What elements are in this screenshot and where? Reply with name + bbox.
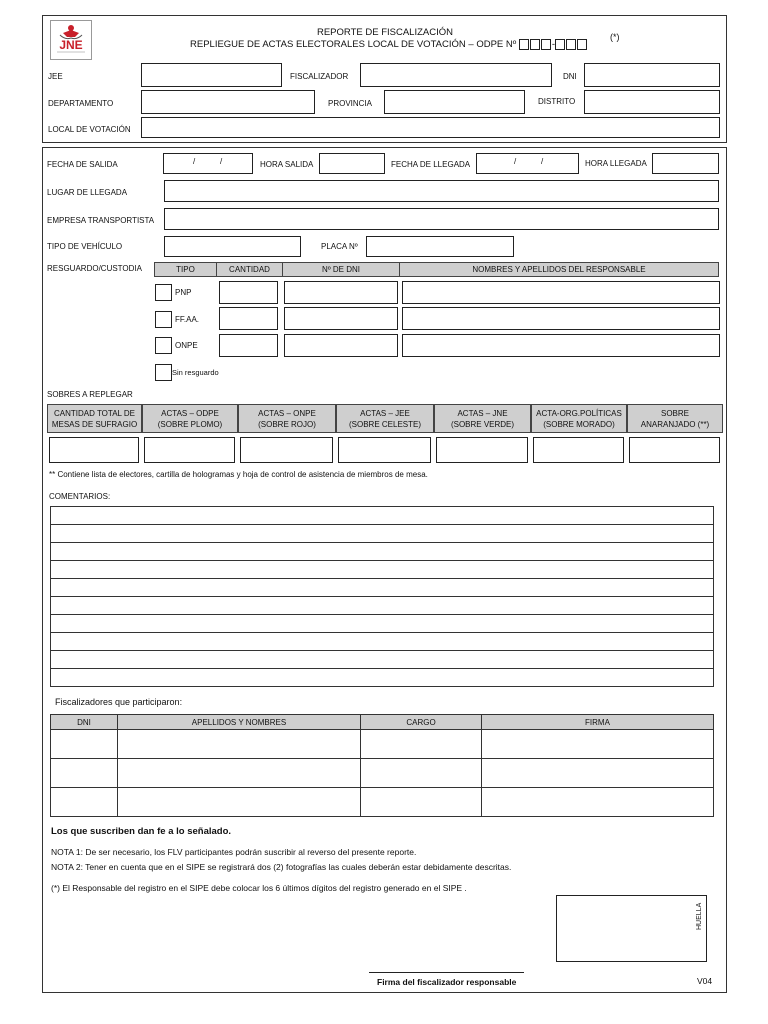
- local-field[interactable]: [141, 117, 720, 138]
- logo-text: JNE: [59, 38, 83, 52]
- comment-line[interactable]: [51, 597, 714, 615]
- sobres-count-field[interactable]: [436, 437, 528, 463]
- sobres-header-cell: [336, 404, 434, 433]
- odpe-dash: -: [551, 39, 556, 51]
- local-label: LOCAL DE VOTACIÓN: [48, 125, 131, 134]
- date-sep: /: [514, 157, 517, 166]
- lugar-llegada-field[interactable]: [164, 180, 719, 202]
- empresa-field[interactable]: [164, 208, 719, 230]
- sobres-header-line2: (SOBRE ROJO): [258, 419, 316, 429]
- departamento-label: DEPARTAMENTO: [48, 99, 114, 108]
- dni-label: DNI: [563, 72, 577, 81]
- sobres-header-cell: [238, 404, 336, 433]
- date-sep: /: [193, 157, 196, 166]
- sobres-header-line2: (SOBRE VERDE): [450, 419, 515, 429]
- fisc-firma-cell[interactable]: [482, 759, 714, 788]
- placa-field[interactable]: [366, 236, 514, 257]
- table-row: [51, 730, 714, 759]
- pnp-dni-field[interactable]: [284, 281, 398, 304]
- provincia-label: PROVINCIA: [328, 99, 373, 108]
- date-sep: /: [220, 157, 223, 166]
- sobres-count-field[interactable]: [629, 437, 720, 463]
- jee-label: JEE: [48, 72, 63, 81]
- fisc-header-cargo: CARGO: [361, 715, 482, 730]
- firma-label: Firma del fiscalizador responsable: [377, 977, 517, 987]
- sobres-count-field[interactable]: [49, 437, 139, 463]
- sobres-header-line1: ACTAS – JEE: [360, 408, 410, 418]
- sobres-header-line1: ACTAS – ONPE: [258, 408, 316, 418]
- resguardo-header-cantidad: CANTIDAD: [216, 262, 283, 277]
- fisc-firma-cell[interactable]: [482, 730, 714, 759]
- table-row: [51, 759, 714, 788]
- sobres-header-line2: (SOBRE CELESTE): [348, 419, 421, 429]
- hora-salida-label: HORA SALIDA: [260, 160, 314, 169]
- comment-line[interactable]: [51, 669, 714, 687]
- ffaa-checkbox[interactable]: [155, 311, 172, 328]
- sin-resguardo-checkbox[interactable]: [155, 364, 172, 381]
- sobres-header-cell: [47, 404, 142, 433]
- sobres-count-field[interactable]: [533, 437, 624, 463]
- resguardo-header-dni: Nº DE DNI: [282, 262, 400, 277]
- comment-line[interactable]: [51, 651, 714, 669]
- sobres-header-line1: ACTAS – JNE: [457, 408, 508, 418]
- hora-salida-field[interactable]: [319, 153, 385, 174]
- nota-3: (*) El Responsable del registro en el SIPE debe colocar los 6 últimos dígitos del registro generado en el SIPE .: [51, 883, 467, 893]
- odpe-digit-group-1[interactable]: [519, 39, 552, 50]
- comentarios-box[interactable]: [50, 506, 714, 687]
- placa-label: PLACA Nº: [321, 242, 358, 251]
- fisc-firma-cell[interactable]: [482, 788, 714, 817]
- lugar-llegada-label: LUGAR DE LLEGADA: [47, 188, 128, 197]
- fiscalizador-label: FISCALIZADOR: [290, 72, 349, 81]
- sobres-label: SOBRES A REPLEGAR: [47, 390, 133, 399]
- sobres-header-line1: SOBRE: [660, 408, 689, 418]
- sobres-count-field[interactable]: [240, 437, 333, 463]
- pnp-cantidad-field[interactable]: [219, 281, 278, 304]
- sobres-header-cell: [627, 404, 723, 433]
- fiscalizadores-label: Fiscalizadores que participaron:: [55, 697, 183, 707]
- sobres-header-line2: (SOBRE MORADO): [543, 419, 615, 429]
- jee-field[interactable]: [141, 63, 282, 87]
- sobres-header-cell: [142, 404, 238, 433]
- nota-1: NOTA 1: De ser necesario, los FLV participantes podrán suscribir al reverso del presente reporte.: [51, 847, 417, 857]
- provincia-field[interactable]: [384, 90, 525, 114]
- firma-line: [369, 972, 524, 973]
- sobres-header-line2: (SOBRE PLOMO): [157, 419, 223, 429]
- onpe-checkbox[interactable]: [155, 337, 172, 354]
- huella-label: HUELLA: [696, 902, 703, 930]
- sobres-count-field[interactable]: [144, 437, 235, 463]
- odpe-digit-group-2[interactable]: [555, 39, 588, 50]
- report-title-text: REPLIEGUE DE ACTAS ELECTORALES LOCAL DE VOTACIÓN – ODPE Nº: [190, 39, 517, 51]
- tipo-vehiculo-label: TIPO DE VEHÍCULO: [47, 242, 123, 251]
- onpe-label: ONPE: [175, 341, 198, 350]
- jne-logo: [50, 20, 92, 60]
- huella-box[interactable]: [556, 895, 707, 962]
- sin-resguardo-label: Sin resguardo: [172, 368, 219, 377]
- fiscalizadores-table: [50, 714, 714, 817]
- ffaa-dni-field[interactable]: [284, 307, 398, 330]
- ffaa-nombres-field[interactable]: [402, 307, 720, 330]
- sobres-count-field[interactable]: [338, 437, 431, 463]
- pnp-nombres-field[interactable]: [402, 281, 720, 304]
- comment-line[interactable]: [51, 615, 714, 633]
- fecha-salida-field[interactable]: [163, 153, 253, 174]
- fisc-dni-cell[interactable]: [51, 788, 118, 817]
- fisc-nombres-cell[interactable]: [118, 730, 361, 759]
- resguardo-label: RESGUARDO/CUSTODIA: [47, 264, 142, 273]
- fisc-dni-cell[interactable]: [51, 730, 118, 759]
- date-sep: /: [541, 157, 544, 166]
- comment-line[interactable]: [51, 525, 714, 543]
- onpe-nombres-field[interactable]: [402, 334, 720, 357]
- fisc-header-nombres: APELLIDOS Y NOMBRES: [118, 715, 361, 730]
- fecha-llegada-field[interactable]: [476, 153, 579, 174]
- sobres-header-line2: MESAS DE SUFRAGIO: [51, 419, 138, 429]
- pnp-checkbox[interactable]: [155, 284, 172, 301]
- tipo-vehiculo-field[interactable]: [164, 236, 301, 257]
- departamento-field[interactable]: [141, 90, 315, 114]
- fisc-cargo-cell[interactable]: [361, 759, 482, 788]
- sobres-header-cell: [531, 404, 627, 433]
- report-title-line1: REPORTE DE FISCALIZACIÓN: [316, 27, 453, 38]
- fisc-header-firma: FIRMA: [482, 715, 714, 730]
- fiscalizador-field[interactable]: [360, 63, 552, 87]
- dan-fe-text: Los que suscriben dan fe a lo señalado.: [51, 826, 232, 837]
- fecha-llegada-label: FECHA DE LLEGADA: [391, 160, 471, 169]
- ffaa-label: FF.AA.: [175, 315, 200, 324]
- nota-2: NOTA 2: Tener en cuenta que en el SIPE se registrará dos (2) fotografías las cuales deberán estar debidamente descritas.: [51, 862, 512, 872]
- comment-line[interactable]: [51, 633, 714, 651]
- fisc-cargo-cell[interactable]: [361, 730, 482, 759]
- title-asterisk: (*): [610, 32, 620, 42]
- comment-line[interactable]: [51, 543, 714, 561]
- onpe-cantidad-field[interactable]: [219, 334, 278, 357]
- empresa-label: EMPRESA TRANSPORTISTA: [47, 216, 155, 225]
- onpe-dni-field[interactable]: [284, 334, 398, 357]
- footnote: ** Contiene lista de electores, cartilla de hologramas y hoja de control de asistencia de miembros de mesa.: [49, 470, 428, 479]
- sobres-header-line1: CANTIDAD TOTAL DE: [53, 408, 136, 418]
- fisc-header-dni: DNI: [51, 715, 118, 730]
- fisc-cargo-cell[interactable]: [361, 788, 482, 817]
- hora-llegada-label: HORA LLEGADA: [585, 159, 647, 168]
- sobres-header-line1: ACTA-ORG.POLÍTICAS: [536, 408, 622, 418]
- fisc-nombres-cell[interactable]: [118, 788, 361, 817]
- fisc-nombres-cell[interactable]: [118, 759, 361, 788]
- sobres-header-cell: [434, 404, 531, 433]
- fecha-salida-label: FECHA DE SALIDA: [47, 160, 118, 169]
- sobres-header-line2: ANARANJADO (**): [640, 419, 710, 429]
- ffaa-cantidad-field[interactable]: [219, 307, 278, 330]
- comment-line[interactable]: [51, 561, 714, 579]
- report-title-line2: [190, 39, 588, 50]
- comentarios-label: COMENTARIOS:: [49, 492, 111, 501]
- distrito-field[interactable]: [584, 90, 720, 114]
- version-label: V04: [697, 976, 713, 986]
- fisc-dni-cell[interactable]: [51, 759, 118, 788]
- sobres-header-line1: ACTAS – ODPE: [161, 408, 219, 418]
- resguardo-header-nombres: NOMBRES Y APELLIDOS DEL RESPONSABLE: [399, 262, 719, 277]
- table-row: [51, 788, 714, 817]
- hora-llegada-field[interactable]: [652, 153, 719, 174]
- comment-line[interactable]: [51, 579, 714, 597]
- resguardo-header-tipo: TIPO: [154, 262, 217, 277]
- pnp-label: PNP: [175, 288, 192, 297]
- comment-line[interactable]: [51, 507, 714, 525]
- dni-field[interactable]: [584, 63, 720, 87]
- distrito-label: DISTRITO: [538, 97, 576, 106]
